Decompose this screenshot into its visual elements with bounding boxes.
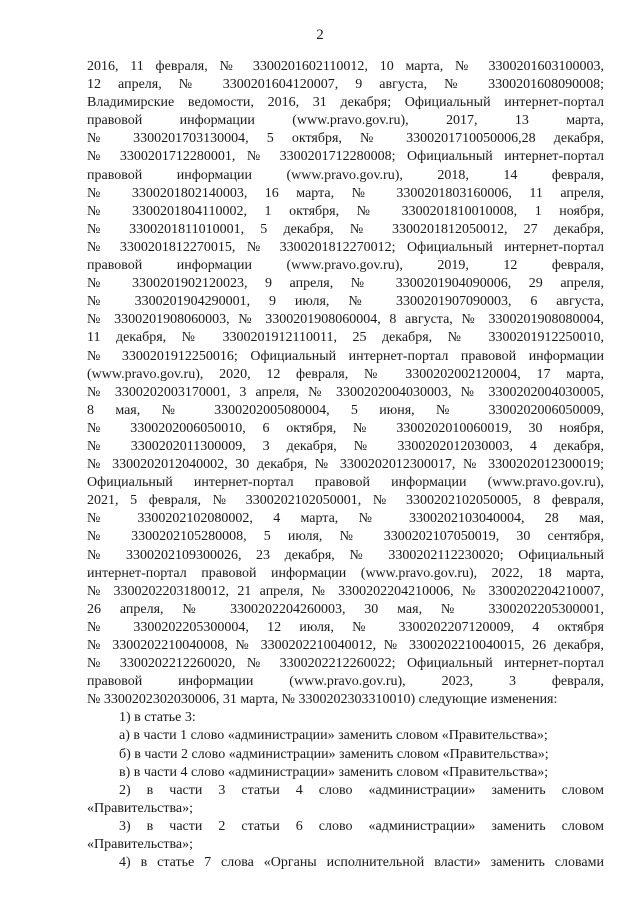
text-line: № 3300202109300026, 23 декабря, № 3300202112230020; Официальный <box>87 547 604 563</box>
text-line: (www.pravo.gov.ru), 2020, 12 февраля, № 3300202002120004, 17 марта, <box>87 366 604 382</box>
text-line: № 3300201902120023, 9 апреля, № 3300201904090006, 29 апреля, <box>87 276 604 292</box>
text-line: № 3300202003170001, 3 апреля, № 3300202004030003, № 3300202004030005, <box>87 384 604 400</box>
text-line: № 3300202205300004, 12 июля, № 3300202207120009, 4 октября <box>87 619 604 635</box>
text-line: № 3300201908060003, № 3300201908060004, 8 августа, № 3300201908080004, <box>87 312 604 328</box>
text-line: 2016, 11 февраля, № 3300201602110012, 10 марта, № 3300201603100003, <box>87 59 604 74</box>
list-item: 1) в статье 3: <box>119 710 196 726</box>
text-line: № 3300202006050010, 6 октября, № 3300202010060019, 30 ноября, <box>87 420 604 436</box>
list-item-continuation: «Правительства»; <box>87 800 193 816</box>
text-line: № 3300201912250016; Официальный интернет-портал правовой информации <box>87 348 604 364</box>
text-line: 2021, 5 февраля, № 3300202102050001, № 3300202102050005, 8 февраля, <box>87 493 604 509</box>
text-line: № 3300202302030006, 31 марта, № 3300202303310010) следующие изменения: <box>87 692 558 708</box>
text-line: Официальный интернет-портал правовой информации (www.pravo.gov.ru), <box>87 475 604 491</box>
text-line: правовой информации (www.pravo.gov.ru), 2018, 14 февраля, <box>87 167 604 183</box>
text-line: № 3300202203180012, 21 апреля, № 3300202204210006, № 3300202204210007, <box>87 583 604 599</box>
text-line: 11 декабря, № 3300201912110011, 25 декабря, № 3300201912250010, <box>87 330 604 346</box>
list-item: б) в части 2 слово «администрации» заменить словом «Правительства»; <box>119 746 549 762</box>
text-line: интернет-портал правовой информации (www.pravo.gov.ru), 2022, 18 марта, <box>87 565 604 581</box>
text-line: Владимирские ведомости, 2016, 31 декабря; Официальный интернет-портал <box>87 95 604 111</box>
text-line: № 3300202102080002, 4 марта, № 3300202103040004, 28 мая, <box>87 511 604 527</box>
text-line: № 3300202105280008, 5 июля, № 3300202107050019, 30 сентября, <box>87 529 604 545</box>
text-line: № 3300201802140003, 16 марта, № 3300201803160006, 11 апреля, <box>87 185 604 201</box>
list-item: 2) в части 3 статьи 4 слово «администрации» заменить словом <box>119 782 604 798</box>
text-line: № 3300202011300009, 3 декабря, № 3300202012030003, 4 декабря, <box>87 438 604 454</box>
text-line: № 3300202212260020, № 3300202212260022; Официальный интернет-портал <box>87 656 604 672</box>
text-line: № 3300201904290001, 9 июля, № 3300201907090003, 6 августа, <box>87 294 604 310</box>
list-item: а) в части 1 слово «администрации» заменить словом «Правительства»; <box>119 728 548 744</box>
text-line: 12 апреля, № 3300201604120007, 9 августа, № 3300201608090008; <box>87 77 604 93</box>
text-line: № 3300202210040008, № 3300202210040012, № 3300202210040015, 26 декабря, <box>87 638 604 653</box>
text-line: правовой информации (www.pravo.gov.ru), 2019, 12 февраля, <box>87 258 604 274</box>
document-body <box>87 58 604 872</box>
text-line: № 3300202012040002, 30 декабря, № 3300202012300017, № 3300202012300019; <box>87 457 604 473</box>
text-line: № 3300201712280001, № 3300201712280008; Официальный интернет-портал <box>87 149 604 165</box>
text-line: правовой информации (www.pravo.gov.ru), 2023, 3 февраля, <box>87 674 604 690</box>
text-line: правовой информации (www.pravo.gov.ru), 2017, 13 марта, <box>87 113 604 129</box>
text-line: 26 апреля, № 3300202204260003, 30 мая, № 3300202205300001, <box>87 601 604 617</box>
text-line: № 3300201703130004, 5 октября, № 3300201710050006,28 декабря, <box>87 131 604 147</box>
list-item: в) в части 4 слово «администрации» заменить словом «Правительства»; <box>119 764 549 780</box>
text-line: № 3300201812270015, № 3300201812270012; Официальный интернет-портал <box>87 239 604 255</box>
list-item: 4) в статье 7 слова «Органы исполнительной власти» заменить словами <box>119 855 604 871</box>
list-item-continuation: «Правительства»; <box>87 837 193 853</box>
text-line: 8 мая, № 3300202005080004, 5 июня, № 3300202006050009, <box>87 402 604 418</box>
page-number: 2 <box>316 27 324 43</box>
text-line: № 3300201811010001, 5 декабря, № 3300201812050012, 27 декабря, <box>87 221 604 237</box>
text-line: № 3300201804110002, 1 октября, № 3300201810010008, 1 ноября, <box>87 203 604 219</box>
list-item: 3) в части 2 статьи 6 слово «администрации» заменить словом <box>119 818 604 834</box>
